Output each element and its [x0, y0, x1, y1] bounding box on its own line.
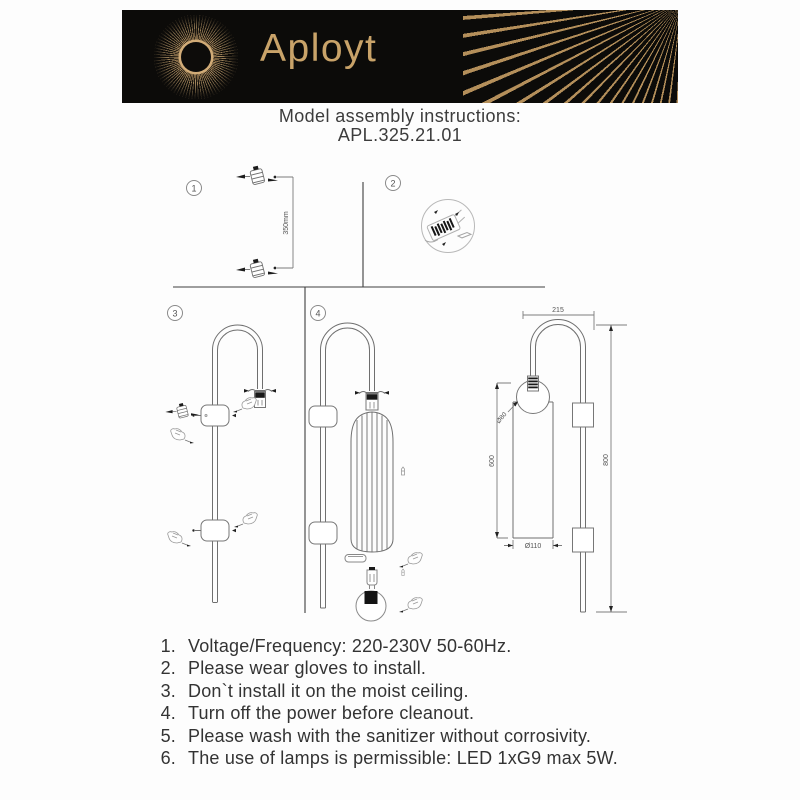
wire-lug-icon — [458, 233, 471, 238]
dimension-215 — [523, 307, 594, 330]
list-item — [152, 680, 692, 702]
wall-plug-icon — [236, 165, 278, 185]
dimension-drawing — [489, 307, 627, 612]
mount-bracket — [573, 528, 594, 552]
step4-number: 4 — [315, 308, 321, 319]
hand-screw-icon — [168, 532, 191, 547]
item-text: Don`t install it on the moist ceiling. — [188, 680, 469, 701]
item-text: Turn off the power before cleanout. — [188, 703, 475, 724]
item-number: 3. — [160, 680, 176, 701]
logo-core — [181, 42, 211, 72]
item-text: The use of lamps is permissible: LED 1xG9 max 5W. — [188, 748, 618, 769]
instruction-list — [152, 635, 692, 769]
fluted-shade — [351, 412, 393, 552]
shade-ring — [345, 555, 366, 563]
step1-panel — [187, 165, 294, 278]
hand-screw-icon — [233, 398, 256, 413]
assembly-diagram — [0, 150, 800, 640]
dimension-800 — [596, 325, 627, 612]
dimension-600-label: 600 — [489, 455, 496, 467]
item-number: 2. — [160, 658, 176, 679]
hand-screw-icon — [399, 553, 422, 568]
list-item — [152, 747, 692, 769]
mount-bracket — [201, 520, 229, 541]
starburst-logo-icon — [154, 15, 238, 99]
dimension-350mm-label: 350mm — [283, 211, 290, 235]
header-banner — [122, 10, 678, 103]
hand-screw-icon — [234, 513, 257, 528]
step3-number: 3 — [172, 308, 178, 319]
step1-number: 1 — [191, 183, 197, 194]
step2-panel — [386, 176, 475, 253]
list-item — [152, 702, 692, 724]
list-item — [152, 657, 692, 679]
panel-dividers — [173, 182, 545, 613]
item-text: Please wear gloves to install. — [188, 658, 427, 679]
item-number: 5. — [160, 725, 176, 746]
list-item — [152, 635, 692, 657]
mount-bracket — [309, 406, 337, 427]
page-title: Model assembly instructions: — [278, 106, 522, 126]
mount-bracket — [309, 522, 337, 544]
mount-bracket — [573, 403, 594, 427]
assembly-diagram-svg — [0, 150, 800, 640]
dimension-350mm — [274, 176, 293, 270]
item-number: 1. — [160, 636, 176, 656]
brand-name: Aployt — [260, 27, 378, 70]
screw-pin-icon — [402, 569, 404, 575]
item-text: Voltage/Frequency: 220-230V 50-60Hz. — [188, 636, 512, 656]
screw-pin-icon — [402, 467, 405, 475]
item-number: 6. — [160, 748, 176, 769]
item-number: 4. — [160, 703, 176, 724]
dimension-o80-label: Ø80 — [495, 411, 509, 425]
hand-screw-icon — [399, 598, 422, 613]
lamp-arch — [213, 325, 263, 350]
g9-bulb-icon — [367, 567, 377, 589]
dimension-600 — [489, 383, 511, 538]
dimension-o110 — [504, 540, 562, 550]
step3-panel — [165, 306, 276, 603]
lamp-arch — [321, 323, 375, 350]
corner-rays-decoration — [463, 10, 678, 103]
dimension-215-label: 215 — [552, 307, 564, 314]
step2-number: 2 — [390, 178, 396, 189]
wall-plug-icon — [236, 258, 278, 278]
wiring-detail-circle — [422, 200, 475, 253]
dimension-800-label: 800 — [603, 454, 610, 466]
title-block — [0, 107, 800, 145]
lamp-pole — [213, 350, 218, 603]
model-number: APL.325.21.01 — [337, 125, 463, 145]
lamp-pole — [321, 350, 326, 608]
step4-panel — [309, 306, 422, 622]
dimension-o110-label: Ø110 — [524, 543, 542, 550]
hand-screw-icon — [171, 429, 194, 444]
shade-outline — [513, 402, 553, 538]
list-item — [152, 725, 692, 747]
item-text: Please wash with the sanitizer without corrosivity. — [188, 725, 592, 746]
